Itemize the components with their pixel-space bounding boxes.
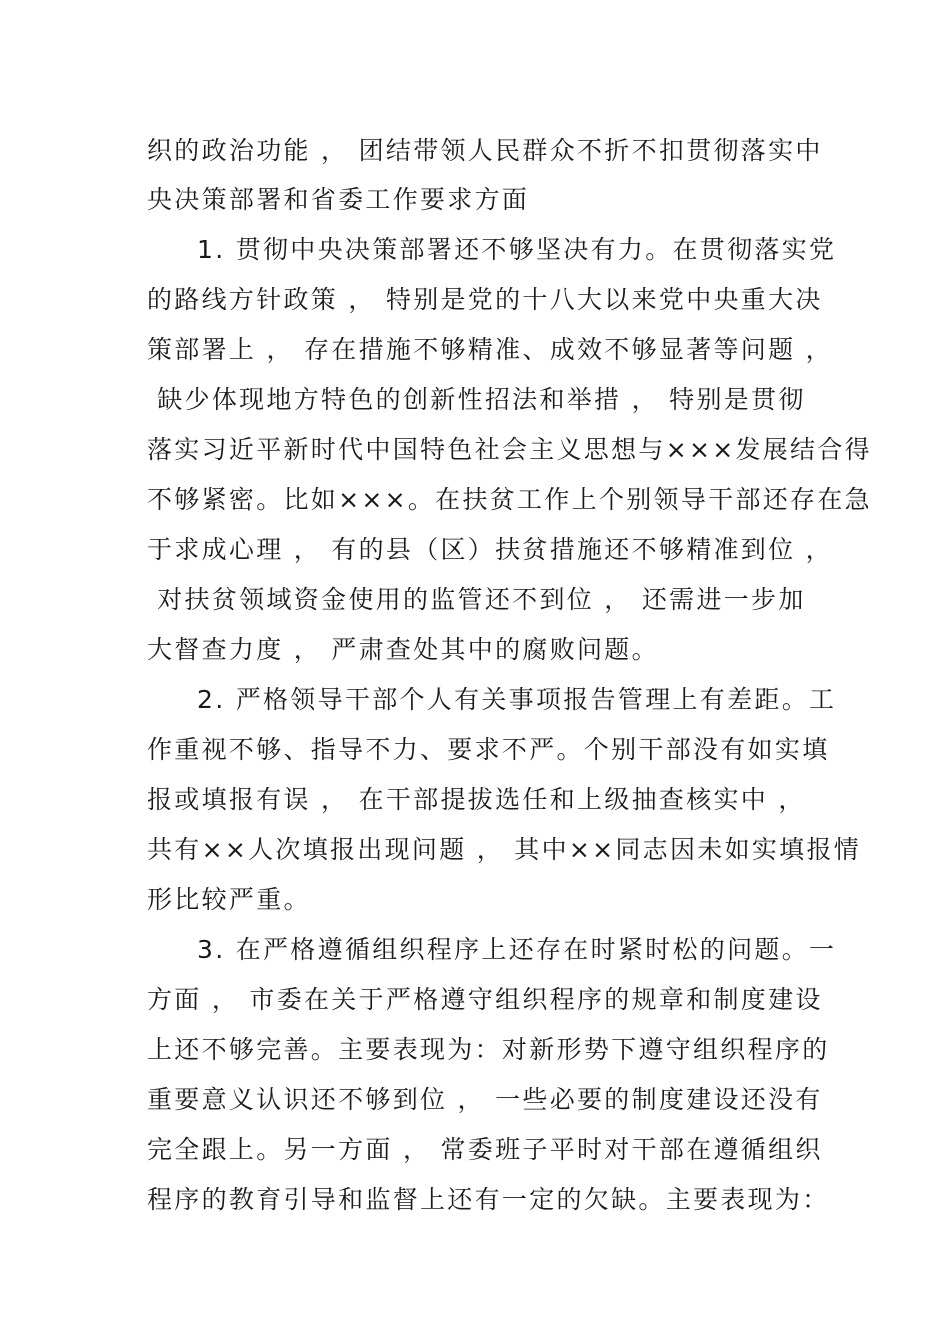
text-line: 的路线方针政策 ， 特别是党的十八大以来党中央重大决 bbox=[147, 285, 823, 314]
text-line: 不够紧密。比如×××。在扶贫工作上个别领导干部还存在急 bbox=[147, 485, 872, 514]
text-line: 方面 ， 市委在关于严格遵守组织程序的规章和制度建设 bbox=[147, 985, 823, 1014]
text-line: 央决策部署和省委工作要求方面 bbox=[147, 185, 530, 214]
text-line: 报或填报有误 ， 在干部提拔选任和上级抽查核实中 ， bbox=[147, 785, 806, 814]
text-line: 大督查力度 ， 严肃查处其中的腐败问题。 bbox=[147, 635, 659, 664]
text-line: 于求成心理 ， 有的县（区）扶贫措施还不够精准到位 ， bbox=[147, 535, 833, 564]
paragraph-1-heading-line: 1. 贯彻中央决策部署还不够坚决有力。在贯彻落实党 bbox=[197, 235, 837, 264]
text-line: 缺少体现地方特色的创新性招法和举措 ， 特别是贯彻 bbox=[147, 385, 806, 414]
text-line: 织的政治功能 ， 团结带领人民群众不折不扣贯彻落实中 bbox=[147, 136, 823, 165]
text-line: 落实习近平新时代中国特色社会主义思想与×××发展结合得 bbox=[147, 435, 872, 464]
text-line: 程序的教育引导和监督上还有一定的欠缺。主要表现为： bbox=[147, 1185, 830, 1214]
text-line: 重要意义认识还不够到位 ， 一些必要的制度建设还没有 bbox=[147, 1085, 823, 1114]
paragraph-3-heading-line: 3. 在严格遵循组织程序上还存在时紧时松的问题。一 bbox=[197, 935, 837, 964]
text-line: 策部署上 ， 存在措施不够精准、成效不够显著等问题 ， bbox=[147, 335, 833, 364]
text-line: 上还不够完善。主要表现为：对新形势下遵守组织程序的 bbox=[147, 1035, 830, 1064]
text-line: 完全跟上。另一方面 ， 常委班子平时对干部在遵循组织 bbox=[147, 1135, 823, 1164]
text-line: 对扶贫领域资金使用的监管还不到位 ， 还需进一步加 bbox=[147, 585, 806, 614]
paragraph-2-heading-line: 2. 严格领导干部个人有关事项报告管理上有差距。工 bbox=[197, 685, 837, 714]
text-line: 共有××人次填报出现问题 ， 其中××同志因未如实填报情 bbox=[147, 835, 862, 864]
text-line: 形比较严重。 bbox=[147, 885, 311, 914]
text-line: 作重视不够、指导不力、要求不严。个别干部没有如实填 bbox=[147, 735, 830, 764]
